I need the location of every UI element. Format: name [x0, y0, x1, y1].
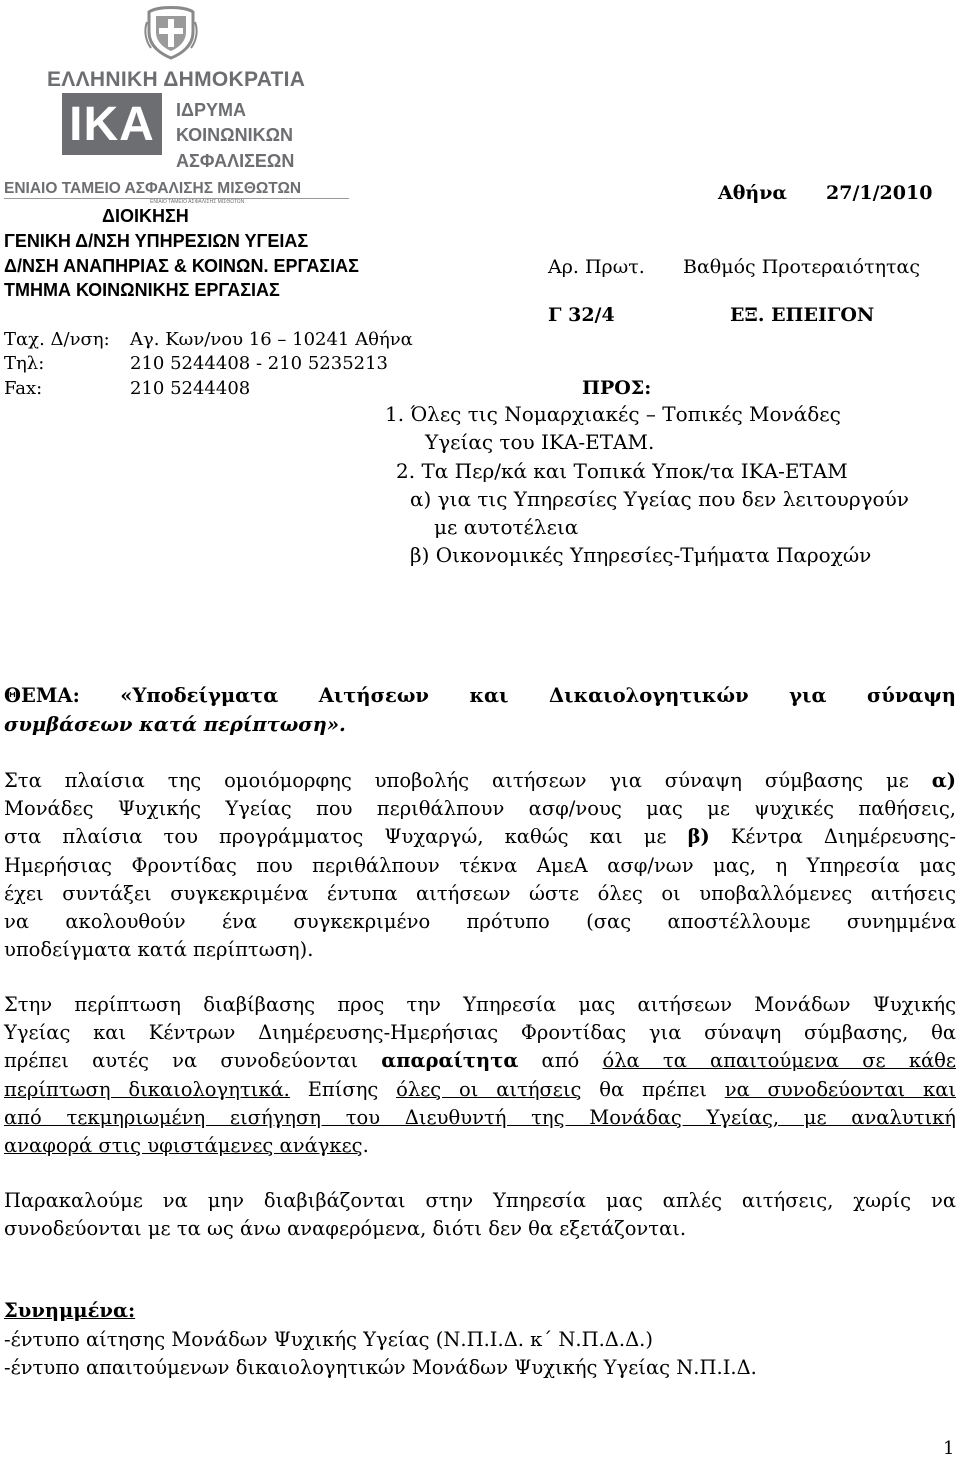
- ika-logo-text: ΙΚΑ: [69, 98, 155, 151]
- protocol-label: Αρ. Πρωτ.: [548, 256, 645, 278]
- address-value: Αγ. Κων/νου 16 – 10241 Αθήνα: [130, 329, 413, 350]
- underlined-run: περίπτωση δικαιολογητικά.: [4, 1077, 290, 1101]
- subject-word: για: [789, 684, 827, 707]
- paragraph-line: να ακολουθούν ένα συγκεκριμένο πρότυπο (σας αποστέλλουμε συνημμένα: [4, 910, 956, 934]
- subject-word: «Υποδείγματα: [120, 684, 279, 707]
- subject-line2: συμβάσεων κατά περίπτωση».: [4, 713, 346, 736]
- recipient-1-line1: 1. Όλες τις Νομαρχιακές – Τοπικές Μονάδες: [385, 402, 841, 426]
- coat-of-arms-emblem: [143, 2, 199, 60]
- attachment-item-1: -έντυπο αίτησης Μονάδων Ψυχικής Υγείας (Ν.Π.Ι.Δ. κ΄ Ν.Π.Δ.Δ.): [4, 1328, 653, 1351]
- subject-line1: [4, 684, 956, 707]
- recipient-2b: β) Οικονομικές Υπηρεσίες-Τμήματα Παροχών: [410, 543, 872, 567]
- fax-label: Fax:: [4, 378, 43, 399]
- text-run: από: [518, 1049, 603, 1073]
- bold-run: β): [687, 825, 710, 849]
- place: Αθήνα: [718, 182, 788, 204]
- subject-word: Δικαιολογητικών: [549, 684, 749, 707]
- recipient-2a-line1: α) για τις Υπηρεσίες Υγείας που δεν λειτουργούν: [410, 487, 909, 511]
- bold-run: α): [931, 769, 956, 792]
- paragraph-line: έχει συντάξει συγκεκριμένα έντυπα αιτήσεων ώστε όλες οι υποβαλλόμενες αιτήσεις: [4, 881, 956, 905]
- paragraph-line: συνοδεύονται με τα ως άνω αναφερόμενα, διότι δεν θα εξετάζονται.: [4, 1217, 687, 1241]
- priority-label: Βαθμός Προτεραιότητας: [683, 256, 920, 278]
- fund-name: ΕΝΙΑΙΟ ΤΑΜΕΙΟ ΑΣΦΑΛΙΣΗΣ ΜΙΣΘΩΤΩΝ: [4, 180, 302, 197]
- body-paragraph-3: [4, 1187, 956, 1243]
- paragraph-line: Ημερήσιας Φροντίδας που περιθάλπουν τέκνα ΑμεΑ ασφ/νων μας, η Υπηρεσία μας: [4, 853, 956, 877]
- text-run: στα πλαίσια του προγράμματος Ψυχαργώ, καθώς και με: [4, 825, 688, 849]
- underlined-run: αναφορά στις υφιστάμενες ανάγκες: [4, 1134, 363, 1158]
- bold-run: απαραίτητα: [381, 1049, 519, 1073]
- subject-word: σύναψη: [866, 684, 956, 707]
- text-run: Κέντρα Διημέρευσης-: [709, 825, 956, 849]
- text-run: Στα πλαίσια της ομοιόμορφης υποβολής αιτήσεων για σύναψη σύμβασης με: [4, 769, 932, 792]
- paragraph-line: από τεκμηριωμένη εισήγηση του Διευθυντή της Μονάδας Υγείας, με αναλυτική: [4, 1105, 956, 1129]
- recipient-2a-line2: με αυτοτέλεια: [434, 515, 579, 539]
- protocol-number: Γ 32/4: [548, 304, 615, 326]
- republic-heading: ΕΛΛΗΝΙΚΗ ΔΗΜΟΚΡΑΤΙΑ: [47, 68, 306, 91]
- paragraph-line: [4, 1047, 956, 1075]
- text-run: .: [362, 1134, 369, 1158]
- body-paragraph-1: [4, 767, 956, 964]
- sender-dept-directorate: Δ/ΝΣΗ ΑΝΑΠΗΡΙΑΣ & ΚΟΙΝΩΝ. ΕΡΓΑΣΙΑΣ: [4, 256, 359, 276]
- sender-dept-section: ΤΜΗΜΑ ΚΟΙΝΩΝΙΚΗΣ ΕΡΓΑΣΙΑΣ: [4, 280, 280, 300]
- priority-value: ΕΞ. ΕΠΕΙΓΟΝ: [730, 304, 875, 326]
- paragraph-line: Στην περίπτωση διαβίβασης προς την Υπηρεσία μας αιτήσεων Μονάδων Ψυχικής: [4, 993, 956, 1016]
- address-label: Ταχ. Δ/νση:: [4, 329, 110, 350]
- paragraph-line: [4, 767, 956, 795]
- text-run: Επίσης: [289, 1077, 397, 1101]
- underlined-run: να συνοδεύονται και: [724, 1077, 957, 1101]
- paragraph-line: [4, 823, 956, 851]
- subject-word: Αιτήσεων: [318, 684, 429, 707]
- attachment-item-2: -έντυπο απαιτούμενων δικαιολογητικών Μονάδων Ψυχικής Υγείας Ν.Π.Ι.Δ.: [4, 1356, 757, 1379]
- recipient-2-line1: 2. Τα Περ/κά και Τοπικά Υποκ/τα ΙΚΑ-ΕΤΑΜ: [396, 459, 848, 483]
- paragraph-line: [4, 1076, 956, 1104]
- body-paragraph-2: [4, 991, 956, 1160]
- org-name-line1: ΙΔΡΥΜΑ: [176, 100, 246, 120]
- org-name-line2: ΚΟΙΝΩΝΙΚΩΝ: [176, 125, 294, 145]
- recipients-label: ΠΡΟΣ:: [582, 377, 652, 399]
- paragraph-line: [4, 1132, 956, 1160]
- recipient-1-line2: Υγείας του ΙΚΑ-ΕΤΑΜ.: [425, 430, 655, 454]
- attachments-label: Συνημμένα:: [4, 1299, 136, 1322]
- subject-label: ΘΕΜΑ:: [4, 684, 80, 707]
- fund-name-small: ΕΝΙΑΙΟ ΤΑΜΕΙΟ ΑΣΦΑΛΙΣΗΣ ΜΙΣΘΩΤΩΝ: [150, 199, 245, 205]
- text-run: θα πρέπει: [581, 1077, 725, 1101]
- paragraph-line: Μονάδες Ψυχικής Υγείας που περιθάλπουν ασφ/νους μας με ψυχικές παθήσεις,: [4, 797, 956, 821]
- underlined-run: όλα τα απαιτούμενα σε κάθε: [602, 1049, 957, 1073]
- paragraph-line: υποδείγματα κατά περίπτωση).: [4, 938, 314, 962]
- subject-word: και: [469, 684, 509, 707]
- paragraph-line: Υγείας και Κέντρων Διημέρευσης-Ημερήσιας Φροντίδας για σύναψη σύμβασης, θα: [4, 1021, 956, 1045]
- text-run: πρέπει αυτές να συνοδεύονται: [4, 1049, 382, 1073]
- sender-dept-general: ΓΕΝΙΚΗ Δ/ΝΣΗ ΥΠΗΡΕΣΙΩΝ ΥΓΕΙΑΣ: [4, 231, 309, 251]
- page-number: 1: [943, 1438, 955, 1459]
- phone-label: Τηλ:: [4, 353, 45, 374]
- fax-value: 210 5244408: [130, 378, 251, 399]
- org-name-line3: ΑΣΦΑΛΙΣΕΩΝ: [176, 151, 295, 171]
- phone-value: 210 5244408 - 210 5235213: [130, 353, 389, 374]
- date: 27/1/2010: [826, 182, 933, 204]
- paragraph-line: Παρακαλούμε να μην διαβιβάζονται στην Υπηρεσία μας απλές αιτήσεις, χωρίς να: [4, 1189, 956, 1212]
- ika-logo: [62, 93, 162, 155]
- sender-dept-administration: ΔΙΟΙΚΗΣΗ: [102, 206, 189, 226]
- underlined-run: όλες οι αιτήσεις: [396, 1077, 582, 1101]
